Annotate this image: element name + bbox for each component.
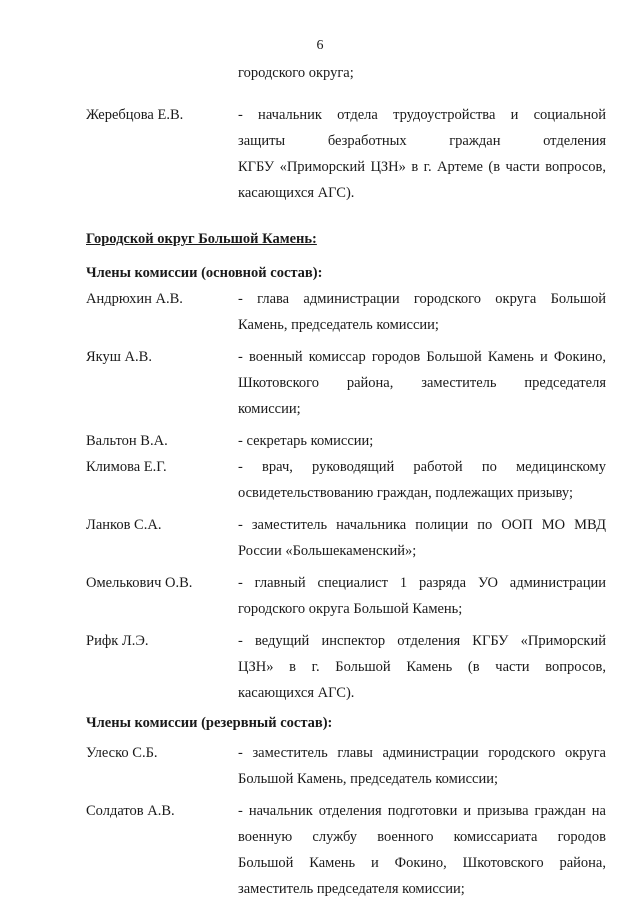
member-row (86, 740, 606, 792)
member-row (86, 344, 606, 422)
member-role (238, 344, 606, 422)
spacer (86, 60, 238, 86)
role-line: заместитель председателя комиссии; (238, 881, 465, 897)
member-row (86, 428, 606, 454)
role-line: касающихся АГС). (238, 185, 355, 201)
member-role (238, 454, 606, 506)
page-number: 6 (316, 38, 324, 53)
role-line: комиссии; (238, 401, 301, 417)
role-line: Большой Камень и Фокино, Шкотовского района, (238, 855, 606, 871)
role-line: - военный комиссар городов Большой Камень и Фокино, (238, 349, 606, 365)
member-name: Солдатов А.В. (86, 803, 175, 819)
role-line: - главный специалист 1 разряда УО администрации (238, 575, 606, 591)
role-line: ЦЗН» в г. Большой Камень (в части вопросов, (238, 659, 606, 675)
district-heading: Городской округ Большой Камень: (86, 231, 317, 247)
role-line: военную службу военного комиссариата городов (238, 829, 606, 845)
member-role (238, 798, 606, 902)
role-line: - заместитель начальника полиции по ООП МО МВД (238, 517, 606, 533)
member-name: Жеребцова Е.В. (86, 107, 184, 123)
member-row (86, 512, 606, 564)
role-line: - заместитель главы администрации городского округа (238, 745, 606, 761)
role-line: - глава администрации городского округа Большой (238, 291, 606, 307)
member-name: Улеско С.Б. (86, 745, 158, 761)
member-row (86, 628, 606, 706)
member-name: Рифк Л.Э. (86, 633, 149, 649)
role-line: - ведущий инспектор отделения КГБУ «Приморский (238, 633, 606, 649)
role-line: Камень, председатель комиссии; (238, 317, 439, 333)
member-role (238, 628, 606, 706)
member-name: Омелькович О.В. (86, 575, 193, 591)
role-line: - начальник отдела трудоустройства и социальной (238, 107, 606, 123)
member-row (86, 570, 606, 622)
continuation-row (86, 60, 606, 86)
member-name: Андрюхин А.В. (86, 291, 183, 307)
document-body (86, 60, 606, 902)
member-row (86, 798, 606, 902)
member-role (238, 570, 606, 622)
member-row (86, 286, 606, 338)
continuation-text: городского округа; (238, 65, 354, 81)
role-line: КГБУ «Приморский ЦЗН» в г. Артеме (в части вопросов, (238, 159, 606, 175)
role-line: Большой Камень, председатель комиссии; (238, 771, 498, 787)
role-line: городского округа Большой Камень; (238, 601, 463, 617)
reserve-section-heading: Члены комиссии (резервный состав): (86, 715, 333, 731)
role-line: России «Большекаменский»; (238, 543, 417, 559)
member-role (238, 286, 606, 338)
member-role (238, 428, 606, 454)
role-line: - врач, руководящий работой по медицинскому (238, 459, 606, 475)
member-name: Климова Е.Г. (86, 459, 167, 475)
role-line: - секретарь комиссии; (238, 433, 374, 449)
role-line: - начальник отделения подготовки и призыва граждан на (238, 803, 606, 819)
member-name: Якуш А.В. (86, 349, 152, 365)
role-line: Шкотовского района, заместитель председателя (238, 375, 606, 391)
member-role (238, 512, 606, 564)
role-line: освидетельствованию граждан, подлежащих призыву; (238, 485, 573, 501)
member-role (238, 102, 606, 206)
member-name: Вальтон В.А. (86, 433, 168, 449)
main-section-heading: Члены комиссии (основной состав): (86, 265, 323, 281)
role-line: защиты безработных граждан отделения (238, 133, 606, 149)
member-name: Ланков С.А. (86, 517, 162, 533)
member-role (238, 740, 606, 792)
member-row (86, 102, 606, 206)
role-line: касающихся АГС). (238, 685, 355, 701)
member-row (86, 454, 606, 506)
